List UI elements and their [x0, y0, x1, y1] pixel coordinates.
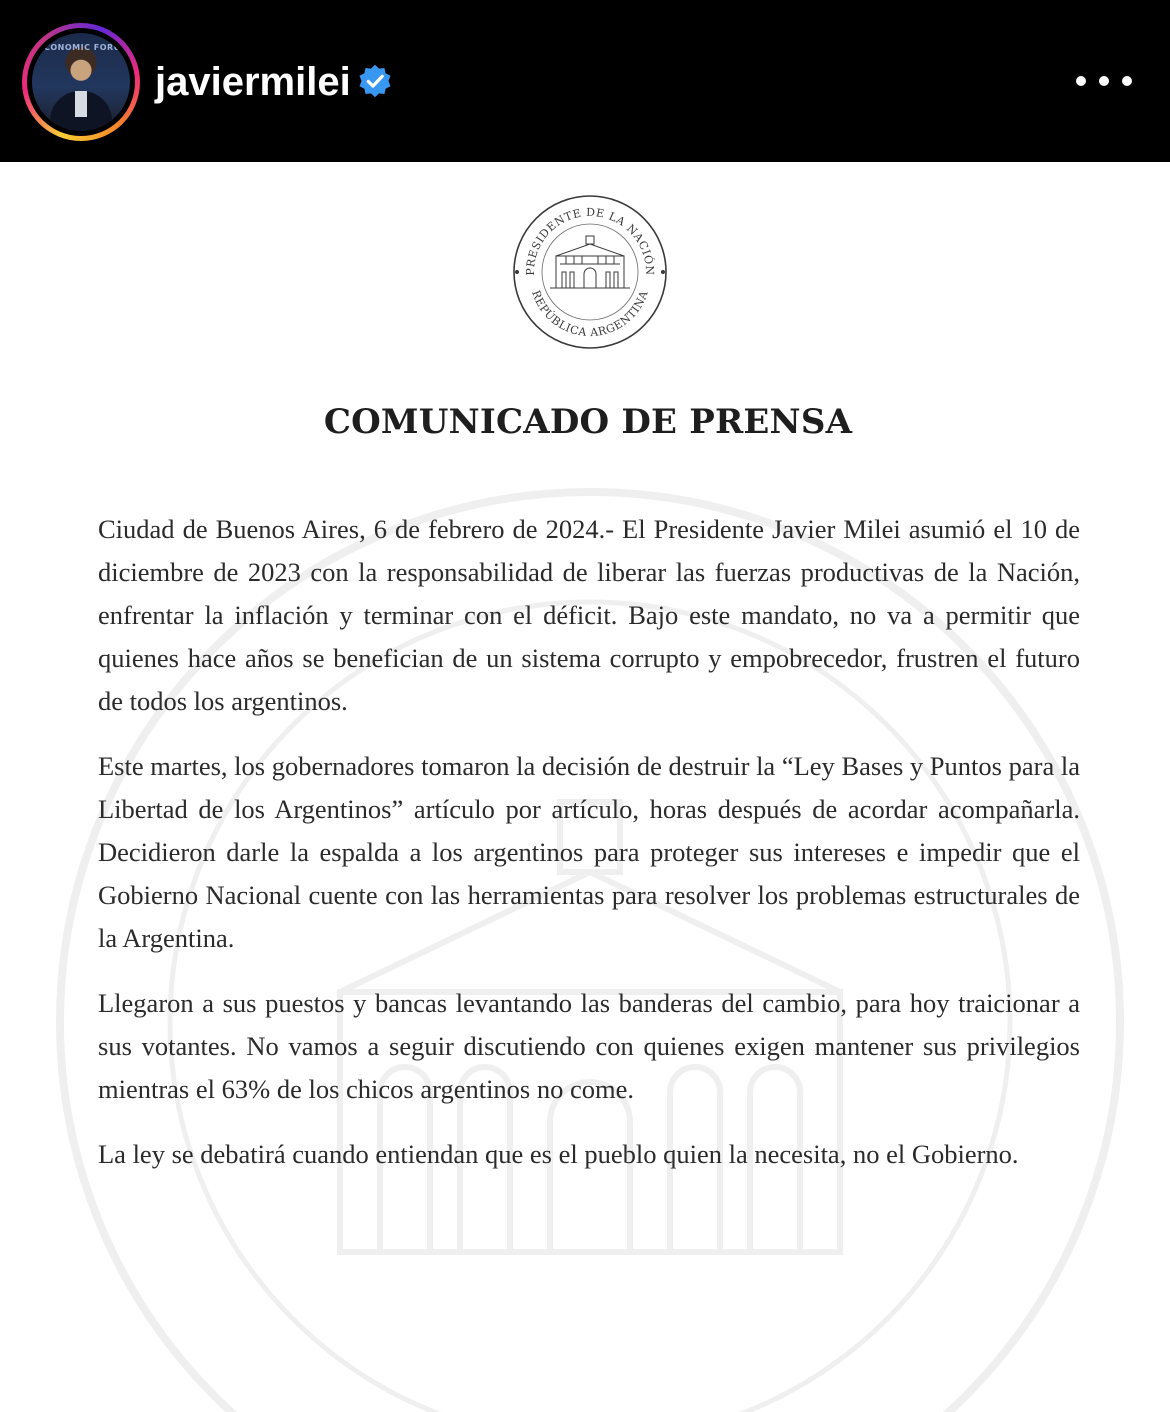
paragraph-4: La ley se debatirá cuando entiendan que es el pueblo quien la necesita, no el Gobierno. — [98, 1139, 1019, 1169]
svg-text:PRESIDENTE DE LA NACIÓN — [524, 206, 657, 276]
paragraph-1: Ciudad de Buenos Aires, 6 de febrero de 2024.- El Presidente Javier Milei asumió el 10 de diciembre de 2023 con la responsabilidad de liberar las fuerzas productivas de la Nación, enfrentar la inflación y terminar con el déficit. Bajo este mandato, no va a permitir que quienes hace años se benefician de un sistema corrupto y empobrecedor, frustren el futuro de todos los argentinos. — [98, 514, 1080, 716]
username-link[interactable]: javiermilei — [155, 60, 351, 104]
story-ring[interactable] — [22, 23, 140, 141]
paragraph-2: Este martes, los gobernadores tomaron la decisión de destruir la “Ley Bases y Puntos para la Libertad de los Argentinos” artículo por artículo, horas después de acordar acompañarla. Decidieron darle la espalda a los argentinos para proteger sus intereses e impedir que el Gobierno Nacional cuente con las herramientas para resolver los problemas estructurales de la Argentina. — [98, 751, 1080, 953]
press-release-image — [0, 162, 1170, 1412]
document-title: COMUNICADO DE PRENSA — [323, 402, 853, 442]
post-header — [0, 0, 1170, 162]
more-horizontal-icon[interactable] — [1076, 63, 1132, 99]
verified-badge-icon — [357, 63, 393, 99]
presidential-seal-icon — [510, 192, 670, 352]
avatar-background-logo: ECONOMIC FORUM — [38, 43, 130, 52]
seal-top-text: PRESIDENTE DE LA NACIÓN — [523, 205, 657, 276]
document-body — [98, 508, 1080, 1198]
svg-text:REPÚBLICA ARGENTINA — [529, 288, 651, 339]
seal-bottom-text: REPÚBLICA ARGENTINA — [529, 288, 651, 340]
paragraph-3: Llegaron a sus puestos y bancas levantando las banderas del cambio, para hoy traicionar a sus votantes. No vamos a seguir discutiendo con quienes exigen mantener sus privilegios mientras el 63% de los chicos argentinos no come. — [98, 988, 1080, 1104]
avatar-shirt — [75, 91, 87, 117]
avatar[interactable] — [32, 33, 130, 131]
